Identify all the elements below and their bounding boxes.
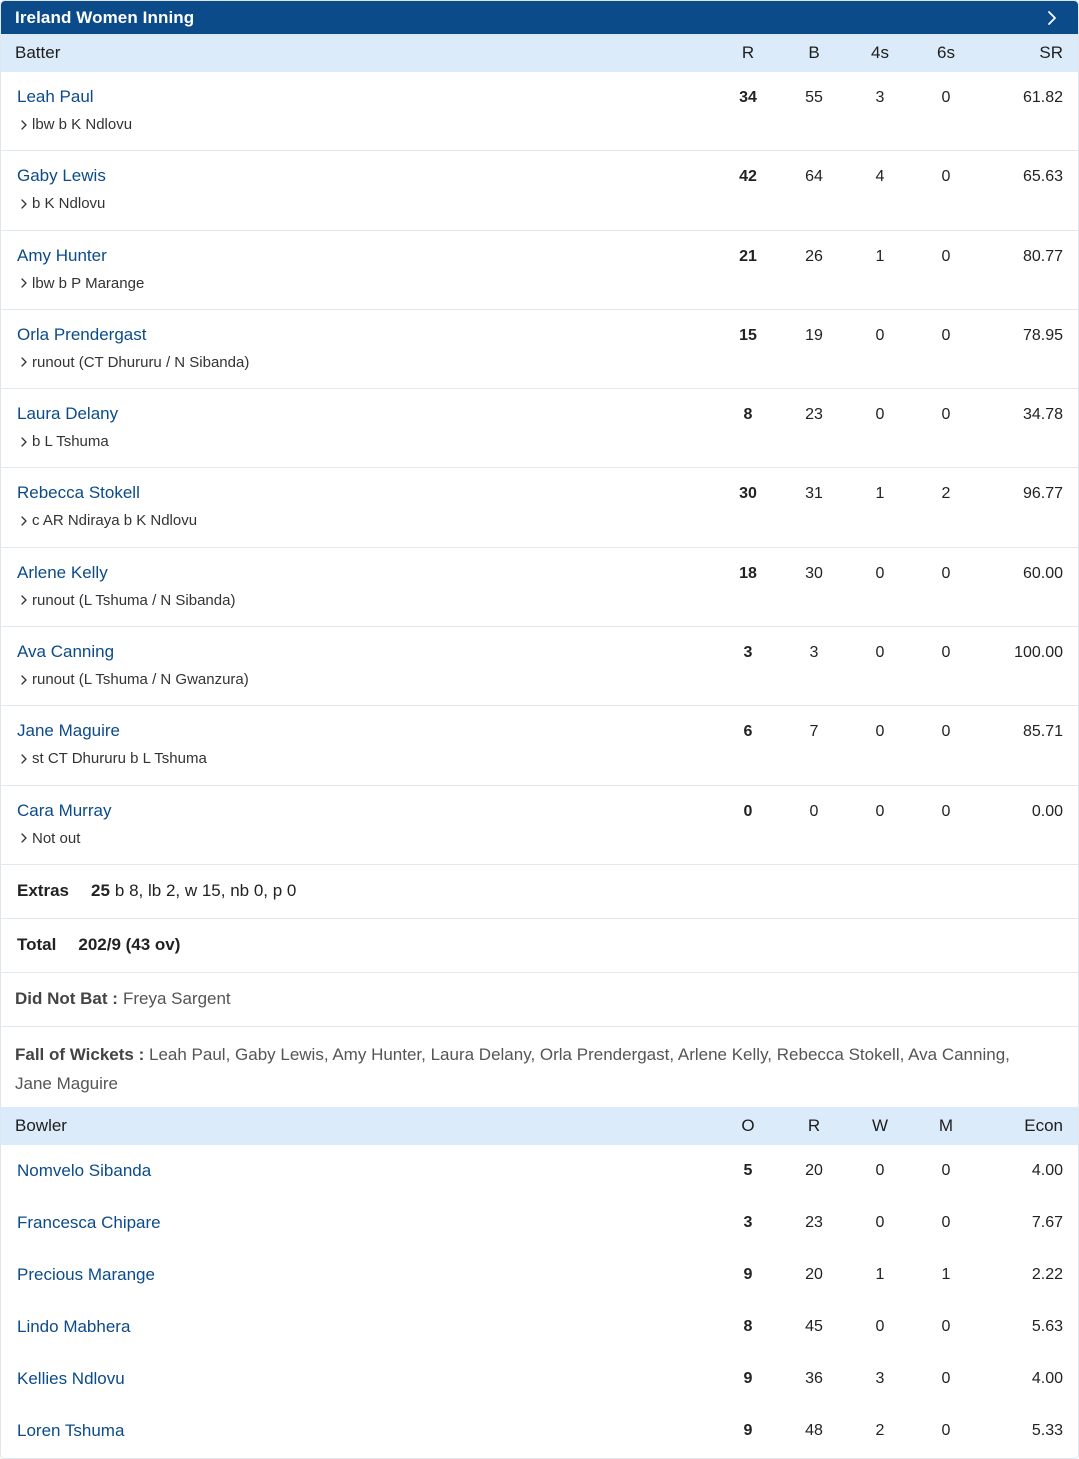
- strike-rate-value: 96.77: [1022, 485, 1063, 503]
- runs-conceded-value: 36: [805, 1369, 823, 1387]
- maidens-value: 0: [941, 1213, 951, 1231]
- wickets-value: 2: [875, 1421, 885, 1439]
- dismissal-text: runout (L Tshuma / N Gwanzura): [32, 671, 249, 689]
- batter-row: [1, 548, 1078, 627]
- batter-stats: [715, 389, 1078, 467]
- economy-value: 7.67: [1031, 1213, 1063, 1231]
- balls-column-header: B: [808, 43, 820, 62]
- sixes-value: 0: [941, 644, 951, 662]
- maidens-value: 0: [941, 1369, 951, 1387]
- strike-rate-value: 85.71: [1022, 723, 1063, 741]
- bowler-info: [1, 1369, 715, 1389]
- maidens-value: 0: [941, 1317, 951, 1335]
- bowler-info: [1, 1265, 715, 1285]
- dismissal-text: runout (CT Dhururu / N Sibanda): [32, 353, 250, 371]
- bowler-name-link[interactable]: Nomvelo Sibanda: [17, 1160, 152, 1180]
- runs-value: 15: [739, 326, 757, 344]
- batter-name-link[interactable]: Arlene Kelly: [17, 562, 108, 582]
- fall-of-wickets-row: [1, 1027, 1078, 1107]
- batter-row: [1, 72, 1078, 151]
- runs-conceded-value: 48: [805, 1421, 823, 1439]
- runs-value: 6: [743, 723, 753, 741]
- batter-name-link[interactable]: Amy Hunter: [17, 245, 107, 265]
- batter-column-header: Batter: [15, 43, 61, 62]
- bowling-table-header: [1, 1107, 1078, 1145]
- batter-stats: [715, 72, 1078, 150]
- batting-table-header: [1, 34, 1078, 72]
- fours-value: 1: [875, 485, 885, 503]
- dismissal-toggle[interactable]: [17, 116, 715, 133]
- batter-info: [1, 389, 715, 467]
- batter-row: [1, 151, 1078, 230]
- batter-row: [1, 706, 1078, 785]
- batter-row: [1, 786, 1078, 865]
- fours-value: 4: [875, 168, 885, 186]
- dismissal-toggle[interactable]: [17, 275, 715, 292]
- batter-row: [1, 231, 1078, 310]
- bowler-name-link[interactable]: Francesca Chipare: [17, 1212, 161, 1232]
- chevron-right-icon: [17, 276, 31, 290]
- overs-value: 9: [743, 1369, 753, 1387]
- economy-column-header: Econ: [1024, 1115, 1063, 1135]
- total-value: 202/9 (43 ov): [78, 935, 181, 955]
- bowler-stats: [715, 1318, 1078, 1336]
- fall-of-wickets-label: Fall of Wickets :: [15, 1044, 145, 1064]
- dismissal-toggle[interactable]: [17, 433, 715, 450]
- extras-label: Extras: [17, 881, 69, 901]
- bowler-name-link[interactable]: Kellies Ndlovu: [17, 1368, 125, 1388]
- overs-value: 5: [743, 1161, 753, 1179]
- dismissal-toggle[interactable]: [17, 592, 715, 609]
- wickets-value: 3: [875, 1369, 885, 1387]
- strike-rate-value: 61.82: [1022, 89, 1063, 106]
- batter-info: [1, 151, 715, 229]
- chevron-right-icon: [17, 752, 31, 766]
- dismissal-toggle[interactable]: [17, 512, 715, 529]
- overs-value: 9: [743, 1265, 753, 1283]
- maidens-value: 0: [941, 1421, 951, 1439]
- strike-rate-value: 100.00: [1014, 644, 1063, 662]
- wickets-value: 1: [875, 1265, 885, 1283]
- runs-value: 30: [739, 485, 757, 503]
- fours-value: 0: [875, 564, 885, 582]
- runs-value: 21: [739, 247, 757, 265]
- batter-info: [1, 72, 715, 150]
- batter-name-link[interactable]: Gaby Lewis: [17, 166, 106, 186]
- extras-total: 25: [90, 881, 110, 901]
- wickets-value: 0: [875, 1213, 885, 1231]
- dismissal-toggle[interactable]: [17, 750, 715, 767]
- innings-title: Ireland Women Inning: [15, 7, 195, 27]
- runs-value: 18: [739, 564, 757, 582]
- batter-row: [1, 389, 1078, 468]
- bowler-stats: [715, 1370, 1078, 1388]
- fall-of-wickets-value: Leah Paul, Gaby Lewis, Amy Hunter, Laura Delany, Orla Prendergast, Arlene Kelly, Rebecca Stokell, Ava Canning, Jane Maguire: [15, 1044, 1010, 1093]
- balls-value: 26: [805, 247, 823, 265]
- bowler-column-header: Bowler: [15, 1115, 67, 1135]
- dismissal-toggle[interactable]: [17, 830, 715, 847]
- bowler-stats: [715, 1162, 1078, 1180]
- dismissal-text: lbw b P Marange: [32, 274, 145, 292]
- batter-name-link[interactable]: Rebecca Stokell: [17, 483, 140, 503]
- sixes-value: 0: [941, 326, 951, 344]
- dismissal-text: runout (L Tshuma / N Sibanda): [32, 591, 236, 609]
- dismissal-text: b K Ndlovu: [32, 195, 106, 213]
- maidens-value: 0: [941, 1161, 951, 1179]
- batter-stats: [715, 786, 1078, 864]
- batter-name-link[interactable]: Cara Murray: [17, 800, 112, 820]
- bowler-name-link[interactable]: Lindo Mabhera: [17, 1316, 131, 1336]
- strike-rate-value: 80.77: [1022, 247, 1063, 265]
- runs-conceded-column-header: R: [807, 1115, 821, 1135]
- bowler-name-link[interactable]: Precious Marange: [17, 1264, 155, 1284]
- bowler-stats: [715, 1214, 1078, 1232]
- balls-value: 30: [805, 564, 823, 582]
- runs-conceded-value: 45: [805, 1317, 823, 1335]
- batter-row: [1, 627, 1078, 706]
- strike-rate-value: 0.00: [1031, 802, 1063, 820]
- sixes-value: 0: [941, 802, 951, 820]
- chevron-right-icon: [17, 118, 31, 132]
- bowler-name-link[interactable]: Loren Tshuma: [17, 1420, 125, 1440]
- runs-value: 42: [739, 168, 757, 186]
- dismissal-text: b L Tshuma: [32, 433, 109, 451]
- batter-stats: [715, 151, 1078, 229]
- sixes-value: 2: [941, 485, 951, 503]
- sixes-value: 0: [941, 168, 951, 186]
- bowler-row: [1, 1301, 1078, 1353]
- chevron-right-icon[interactable]: [1040, 6, 1064, 30]
- dismissal-toggle[interactable]: [17, 354, 715, 371]
- did-not-bat-row: [1, 973, 1078, 1027]
- sixes-value: 0: [941, 406, 951, 424]
- sixes-column-header: 6s: [937, 43, 955, 62]
- chevron-right-icon: [17, 435, 31, 449]
- bowler-info: [1, 1161, 715, 1181]
- economy-value: 2.22: [1031, 1265, 1063, 1283]
- strike-rate-value: 60.00: [1022, 564, 1063, 582]
- balls-value: 31: [805, 485, 823, 503]
- batter-stats: [715, 627, 1078, 705]
- runs-conceded-value: 20: [805, 1265, 823, 1283]
- bowler-info: [1, 1213, 715, 1233]
- bowler-stats: [715, 1422, 1078, 1440]
- batter-stats: [715, 468, 1078, 546]
- maidens-column-header: M: [938, 1115, 954, 1135]
- extras-detail: b 8, lb 2, w 15, nb 0, p 0: [114, 881, 297, 901]
- batting-table-body: [1, 72, 1078, 865]
- batter-info: [1, 548, 715, 626]
- innings-header[interactable]: [1, 1, 1078, 34]
- dismissal-text: lbw b K Ndlovu: [32, 116, 133, 133]
- runs-value: 34: [739, 89, 757, 106]
- bowler-info: [1, 1421, 715, 1441]
- balls-value: 55: [805, 89, 823, 106]
- bowler-info: [1, 1317, 715, 1337]
- overs-value: 3: [743, 1213, 753, 1231]
- runs-value: 8: [743, 406, 753, 424]
- batter-name-link[interactable]: Jane Maguire: [17, 721, 121, 741]
- total-label: Total: [17, 935, 57, 955]
- overs-value: 8: [743, 1317, 753, 1335]
- overs-column-header: O: [741, 1115, 755, 1135]
- economy-value: 4.00: [1031, 1369, 1063, 1387]
- sixes-value: 0: [941, 564, 951, 582]
- economy-value: 5.33: [1031, 1421, 1063, 1439]
- chevron-right-icon: [17, 673, 31, 687]
- dismissal-text: st CT Dhururu b L Tshuma: [32, 750, 207, 768]
- bowler-row: [1, 1353, 1078, 1405]
- sixes-value: 0: [941, 723, 951, 741]
- overs-value: 9: [743, 1421, 753, 1439]
- fours-value: 0: [875, 802, 885, 820]
- fours-value: 0: [875, 644, 885, 662]
- batter-stats: [715, 310, 1078, 388]
- balls-value: 23: [805, 406, 823, 424]
- chevron-right-icon: [17, 514, 31, 528]
- batter-info: [1, 627, 715, 705]
- fours-value: 1: [875, 247, 885, 265]
- chevron-right-icon: [17, 355, 31, 369]
- balls-value: 64: [805, 168, 823, 186]
- chevron-right-icon: [17, 197, 31, 211]
- strike-rate-value: 65.63: [1022, 168, 1063, 186]
- bowler-stats: [715, 1266, 1078, 1284]
- runs-value: 3: [743, 644, 753, 662]
- batter-row: [1, 310, 1078, 389]
- dismissal-toggle[interactable]: [17, 671, 715, 688]
- wickets-value: 0: [875, 1317, 885, 1335]
- dismissal-text: Not out: [32, 829, 81, 847]
- fours-value: 3: [875, 89, 885, 106]
- extras-row: [1, 865, 1078, 919]
- batter-info: [1, 786, 715, 864]
- balls-value: 19: [805, 326, 823, 344]
- batter-name-link[interactable]: Ava Canning: [17, 642, 115, 662]
- batter-row: [1, 468, 1078, 547]
- fours-value: 0: [875, 326, 885, 344]
- wickets-value: 0: [875, 1161, 885, 1179]
- bowler-row: [1, 1145, 1078, 1197]
- sixes-value: 0: [941, 89, 951, 106]
- maidens-value: 1: [941, 1265, 951, 1283]
- dismissal-toggle[interactable]: [17, 195, 715, 212]
- strike-rate-value: 34.78: [1022, 406, 1063, 424]
- bowler-row: [1, 1405, 1078, 1457]
- batter-name-link[interactable]: Laura Delany: [17, 404, 119, 424]
- did-not-bat-label: Did Not Bat :: [15, 989, 118, 1009]
- balls-value: 0: [809, 802, 819, 820]
- runs-conceded-value: 23: [805, 1213, 823, 1231]
- strike-rate-column-header: SR: [1039, 43, 1063, 62]
- batter-info: [1, 310, 715, 388]
- batter-info: [1, 231, 715, 309]
- bowling-table-body: [1, 1145, 1078, 1457]
- fours-value: 0: [875, 406, 885, 424]
- dismissal-text: c AR Ndiraya b K Ndlovu: [32, 512, 198, 530]
- economy-value: 5.63: [1031, 1317, 1063, 1335]
- fours-column-header: 4s: [871, 43, 889, 62]
- batter-info: [1, 706, 715, 784]
- batter-name-link[interactable]: Orla Prendergast: [17, 324, 147, 344]
- balls-value: 3: [809, 644, 819, 662]
- bowler-row: [1, 1249, 1078, 1301]
- batter-name-link[interactable]: Leah Paul: [17, 87, 94, 106]
- batter-stats: [715, 548, 1078, 626]
- runs-conceded-value: 20: [805, 1161, 823, 1179]
- wickets-column-header: W: [871, 1115, 889, 1135]
- balls-value: 7: [809, 723, 819, 741]
- runs-column-header: R: [741, 43, 755, 62]
- batter-info: [1, 468, 715, 546]
- sixes-value: 0: [941, 247, 951, 265]
- chevron-right-icon: [17, 593, 31, 607]
- economy-value: 4.00: [1031, 1161, 1063, 1179]
- batter-stats: [715, 706, 1078, 784]
- did-not-bat-value: Freya Sargent: [122, 989, 231, 1009]
- chevron-right-icon: [17, 831, 31, 845]
- bowler-row: [1, 1197, 1078, 1249]
- runs-value: 0: [743, 802, 753, 820]
- fours-value: 0: [875, 723, 885, 741]
- strike-rate-value: 78.95: [1022, 326, 1063, 344]
- batter-stats: [715, 231, 1078, 309]
- total-row: [1, 919, 1078, 973]
